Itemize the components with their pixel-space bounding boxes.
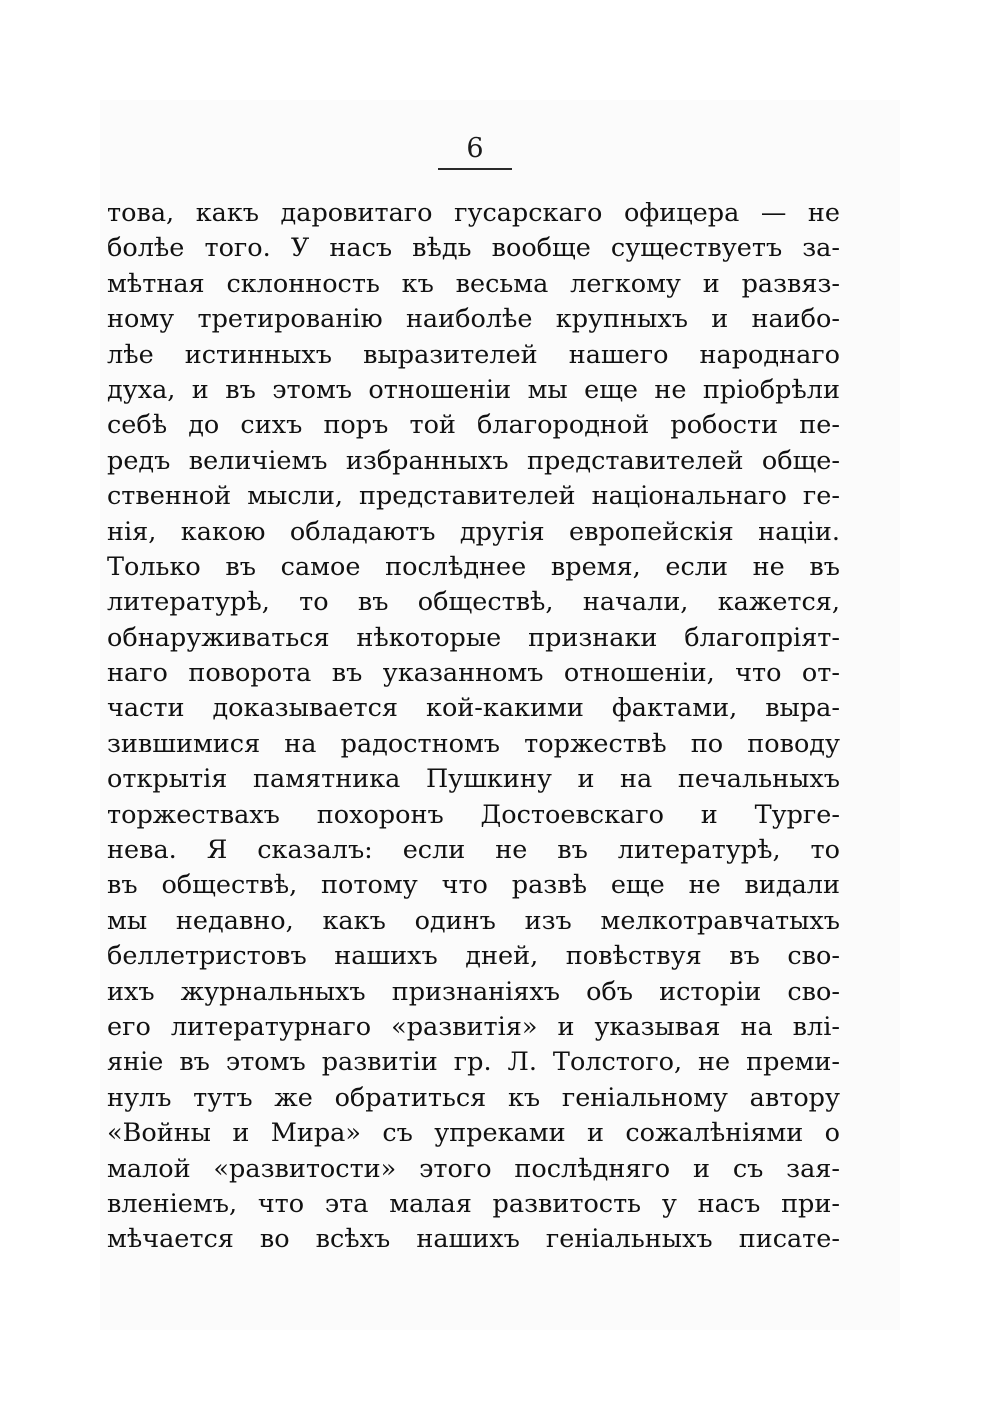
text-line: малой «развитости» этого послѣдняго и съ зая- [107, 1153, 840, 1184]
text-line: Только въ самое послѣднее время, если не въ [107, 551, 840, 582]
text-line: болѣе того. У насъ вѣдь вообще существуетъ за- [107, 233, 840, 264]
text-line: мѣтная склонность къ весьма легкому и развяз- [107, 268, 840, 299]
text-line: беллетристовъ нашихъ дней, повѣствуя въ сво- [107, 941, 840, 972]
text-line: яніе въ этомъ развитіи гр. Л. Толстого, не преми- [107, 1047, 840, 1078]
text-line: «Войны и Мира» съ упреками и сожалѣніями о [107, 1118, 840, 1149]
text-line: ственной мысли, представителей національнаго ге- [107, 481, 840, 512]
text-line: духа, и въ этомъ отношеніи мы еще не пріобрѣли [107, 374, 840, 405]
body-text [107, 196, 840, 1258]
page-number: 6 [466, 133, 484, 164]
text-line: редъ величіемъ избранныхъ представителей обще- [107, 445, 840, 476]
text-line: его литературнаго «развитія» и указывая на влі- [107, 1011, 840, 1042]
text-line: мы недавно, какъ одинъ изъ мелкотравчатыхъ [107, 905, 840, 936]
text-line: лѣе истинныхъ выразителей нашего народнаго [107, 339, 840, 370]
text-line: мѣчается во всѣхъ нашихъ геніальныхъ писате- [107, 1224, 840, 1255]
text-line: нія, какою обладаютъ другія европейскія націи. [107, 516, 840, 547]
text-line: литературѣ, то въ обществѣ, начали, кажется, [107, 587, 840, 618]
text-line: торжествахъ похоронъ Достоевскаго и Турге- [107, 799, 840, 830]
text-line: вленіемъ, что эта малая развитость у насъ при- [107, 1188, 840, 1219]
text-line: въ обществѣ, потому что развѣ еще не видали [107, 870, 840, 901]
text-line: нулъ тутъ же обратиться къ геніальному автору [107, 1082, 840, 1113]
text-line: части доказывается кой-какими фактами, выра- [107, 693, 840, 724]
text-line: наго поворота въ указанномъ отношеніи, что от- [107, 658, 840, 689]
text-line: ному третированію наиболѣе крупныхъ и наибо- [107, 304, 840, 335]
text-line: себѣ до сихъ поръ той благородной робости пе- [107, 410, 840, 441]
page-number-rule [438, 168, 512, 170]
text-line: ихъ журнальныхъ признаніяхъ объ исторіи сво- [107, 976, 840, 1007]
text-line: открытія памятника Пушкину и на печальныхъ [107, 764, 840, 795]
text-line: това, какъ даровитаго гусарскаго офицера — не [107, 198, 840, 228]
text-line: нева. Я сказалъ: если не въ литературѣ, то [107, 835, 840, 866]
text-line: зившимися на радостномъ торжествѣ по поводу [107, 728, 840, 759]
text-line: обнаруживаться нѣкоторые признаки благопріят- [107, 622, 840, 653]
